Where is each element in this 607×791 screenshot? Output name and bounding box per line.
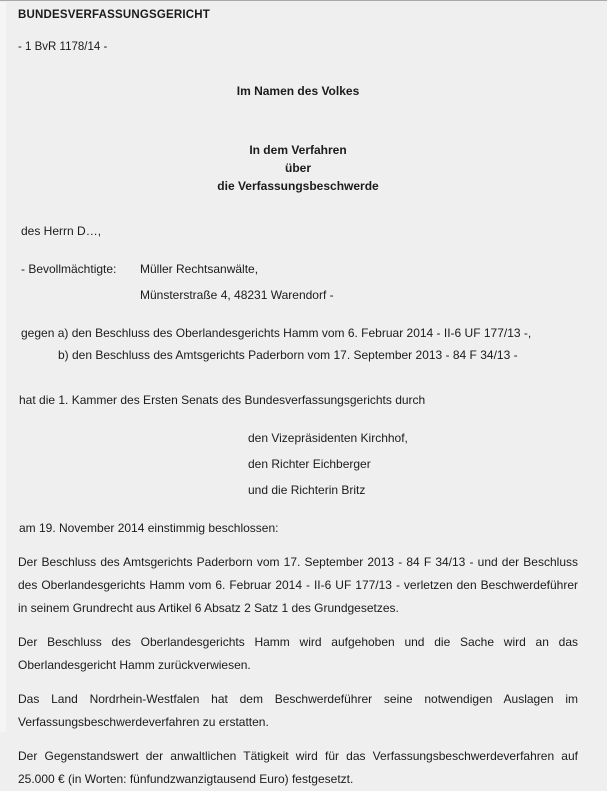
representative-label: - Bevollmächtigte: xyxy=(21,262,117,276)
decision-date-line: am 19. November 2014 einstimmig beschlossen: xyxy=(19,521,279,535)
spacer xyxy=(18,499,578,519)
heading-im-namen-des-volkes: Im Namen des Volkes xyxy=(236,84,360,98)
heading-proceeding-line-2: über xyxy=(284,161,311,175)
document-content xyxy=(0,2,607,786)
tenor-item: Der Beschluss des Amtsgerichts Paderborn vom 17. September 2013 - 84 F 34/13 - und der Beschluss des Oberlandesgerichts Hamm vom 6. Februar 2014 - II-6 UF 177/13 - verletzen den Beschwerdeführer in seinem Grundrecht aus Artikel 6 Absatz 2 Satz 1 des Grundgesetzes. xyxy=(18,555,578,615)
spacer xyxy=(18,537,578,551)
judge-item: den Richter Eichberger xyxy=(248,457,371,471)
representative-line-1: Müller Rechtsanwälte, xyxy=(140,262,259,276)
representative-values xyxy=(140,260,578,304)
representative-block xyxy=(18,260,578,304)
heading-proceeding-line-1: In dem Verfahren xyxy=(249,143,347,157)
tenor-item: Das Land Nordrhein-Westfalen hat dem Beschwerdeführer seine notwendigen Auslagen im Verfassungsbeschwerdeverfahren zu erstatten. xyxy=(18,692,578,729)
tenor-item: Der Gegenstandswert der anwaltlichen Tätigkeit wird für das Verfassungsbeschwerdeverfahren auf 25.000 € (in Worten: fünfundzwanzigtausend Euro) festgesetzt. xyxy=(18,749,578,786)
judge-item: den Vizepräsidenten Kirchhof, xyxy=(248,431,408,445)
challenged-decision-a: gegen a) den Beschluss des Oberlandesgerichts Hamm vom 6. Februar 2014 - II-6 UF 177/13 -, xyxy=(21,326,532,340)
judges-list xyxy=(18,429,578,499)
case-number: - 1 BvR 1178/14 - xyxy=(18,41,108,53)
spacer xyxy=(18,409,578,429)
spacer xyxy=(18,304,578,324)
spacer xyxy=(18,54,578,84)
heading-proceeding-line-3: die Verfassungsbeschwerde xyxy=(217,179,379,193)
spacer xyxy=(18,364,578,391)
judge-item: und die Richterin Britz xyxy=(248,483,366,497)
tenor-list xyxy=(18,551,578,791)
challenged-decision-b: b) den Beschluss des Amtsgerichts Paderborn vom 17. September 2013 - 84 F 34/13 - xyxy=(58,348,518,362)
spacer xyxy=(18,195,578,222)
chamber-line: hat die 1. Kammer des Ersten Senats des Bundesverfassungsgerichts durch xyxy=(19,393,426,407)
heading-proceeding-block xyxy=(18,141,578,195)
court-name: BUNDESVERFASSUNGSGERICHT xyxy=(18,9,211,21)
complainant-line: des Herrn D…, xyxy=(21,224,102,238)
tenor-item: Der Beschluss des Oberlandesgerichts Hamm wird aufgehoben und die Sache wird an das Oberlandesgericht Hamm zurückverwiesen. xyxy=(18,635,578,672)
spacer xyxy=(18,240,578,260)
spacer xyxy=(18,99,578,141)
representative-line-2: Münsterstraße 4, 48231 Warendorf - xyxy=(140,288,334,302)
